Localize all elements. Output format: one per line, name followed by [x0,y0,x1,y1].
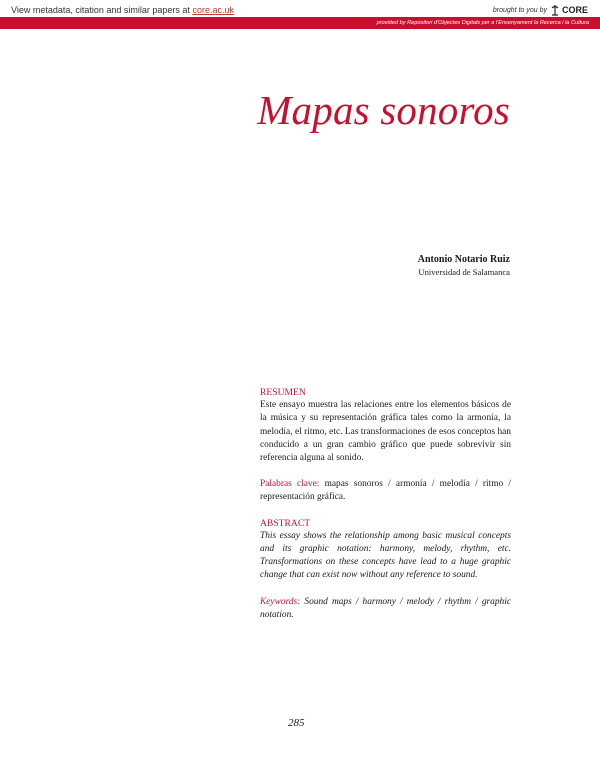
abstract-heading: ABSTRACT [260,517,311,529]
resumen-keywords [260,478,511,504]
core-logo[interactable] [550,4,588,16]
keywords-values: Sound maps / harmony / melody / rhythm / graphic notation. [260,596,511,620]
author-affiliation: Universidad de Salamanca [418,267,510,277]
metadata-text: View metadata, citation and similar papers at [11,5,193,15]
brought-to-you [493,4,588,16]
author-name: Antonio Notario Ruiz [417,254,510,265]
core-banner [0,0,600,30]
metadata-link-text[interactable] [11,5,234,15]
palabras-clave-label: Palabras clave: [260,479,320,490]
author-block [418,253,510,279]
abstract-keywords [260,596,511,622]
brought-by-text: brought to you by [492,6,547,14]
provided-by-text[interactable]: provided by Repositori d'Objectes Digitals per a l'Ensenyament la Recerca i la Cultura [376,20,589,26]
provided-by-bar [0,17,600,29]
article-title: Mapas sonoros [257,87,510,133]
core-logo-icon [550,4,560,16]
resumen-text: Este ensayo muestra las relaciones entre los elementos básicos de la música y su representación gráfica tales como la armonía, la melodía, el ritmo, etc. Las transformaciones de esos conceptos han conducido a un gran cambio gráfico que puede sobrevivir sin referencia alguna al sonido. [260,400,511,464]
core-link[interactable]: core.ac.uk [192,5,234,15]
palabras-clave-values: mapas sonoros / armonía / melodía / ritmo / representación gráfica. [260,479,512,503]
core-label: CORE [561,5,588,15]
abstract-text: This essay shows the relationship among basic musical concepts and its graphic notation: harmony, melody, rhythm, etc. Transformations on these concepts have lead to a huge graphic change that can exist now without any reference to sound. [260,530,511,581]
page-number: 285 [288,717,305,729]
abstract-section [260,386,511,622]
resumen-heading: RESUMEN [260,387,306,398]
keywords-label: Keywords: [260,596,301,607]
